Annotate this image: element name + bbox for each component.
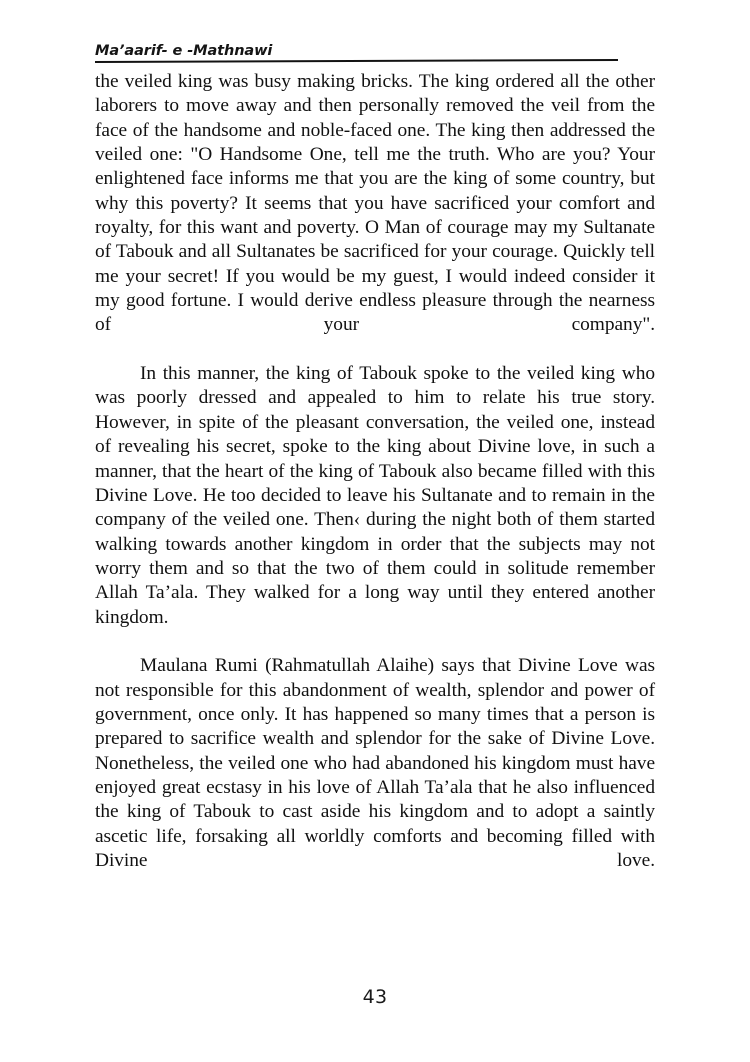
body-paragraph: In this manner, the king of Tabouk spoke to the veiled king who was poorly dressed and appealed to him to relate his true story. However, in spite of the pleasant conversation, the veiled one, instead of revealing his secret, spoke to the king about Divine love, in such a manner, that the heart of the king of Tabouk also became filled with this Divine Love. He too decided to leave his Sultanate and to remain in the company of the veiled one. Then‹ during the night both of them started walking towards another kingdom in order that the subjects may not worry them and so that the two of them could in solitude remember Allah Ta’ala. They walked for a long way until they entered another kingdom.	[95, 363, 655, 628]
body-paragraph: Maulana Rumi (Rahmatullah Alaihe) says that Divine Love was not responsible for this abandonment of wealth, splendor and power of government, once only. It has happened so many times that a person is prepared to sacrifice wealth and splendor for the sake of Divine Love. Nonetheless, the veiled one who had abandoned his kingdom must have enjoyed great ecstasy in his love of Allah Ta’ala that he also influenced the king of Tabouk to cast aside his kingdom and to adopt a saintly ascetic life, forsaking all worldly comforts and becoming filled with Divine love.	[95, 655, 655, 871]
body-text-column	[95, 70, 655, 898]
body-paragraph: the veiled king was busy making bricks. The king ordered all the other laborers to move away and then personally removed the veil from the face of the handsome and noble-faced one. The king then addressed the veiled one: "O Handsome One, tell me the truth. Who are you? Your enlightened face informs me that you are the king of some country, but why this poverty? It seems that you have sacrificed your comfort and royalty, for this want and poverty. O Man of courage may my Sultanate of Tabouk and all Sultanates be sacrificed for your courage. Quickly tell me your secret! If you would be my guest, I would indeed consider it my good fortune. I would derive endless pleasure through the nearness of your company".	[95, 71, 655, 336]
page-number: 43	[362, 986, 388, 1008]
running-header-title: Ma’aarif- e -Mathnawi	[95, 43, 273, 59]
running-header	[95, 42, 655, 68]
